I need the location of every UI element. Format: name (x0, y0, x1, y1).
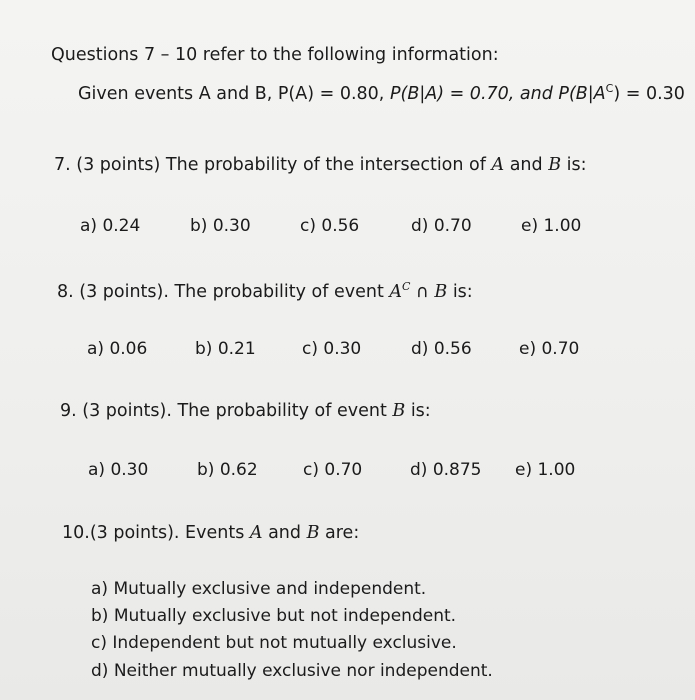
q8-option-e: e) 0.70 (519, 339, 580, 359)
intro-heading-text: Questions 7 – 10 refer to the following information: (51, 45, 499, 65)
question-8-label: 8. (3 points). The probability of event (57, 281, 390, 302)
q10-option-d: d) Neither mutually exclusive nor independent. (91, 661, 493, 681)
q8-option-d: d) 0.56 (411, 339, 472, 359)
intersection-symbol: ∩ (410, 281, 435, 302)
q7-option-d: d) 0.70 (411, 216, 472, 236)
q7-option-e: e) 1.00 (521, 216, 582, 236)
question-7-label: 7. (3 points) The probability of the intersection of (54, 155, 492, 175)
q10-option-a: a) Mutually exclusive and independent. (91, 579, 427, 599)
question-10-and: and (262, 523, 307, 543)
given-prefix: Given events A and B, (78, 83, 278, 104)
q8-option-b: b) 0.21 (195, 339, 256, 359)
q9-option-e: e) 1.00 (515, 460, 576, 480)
question-7-tail: is: (561, 155, 587, 175)
var-b: B (306, 523, 320, 543)
q8-option-a: a) 0.06 (87, 339, 148, 359)
prob-b-given-ac-end: ) = 0.30 (613, 83, 685, 104)
var-b: B (548, 155, 562, 175)
q9-option-b: b) 0.62 (197, 460, 258, 480)
prob-b-given-a: P(B|A) = 0.70, and (389, 83, 559, 104)
given-statement (78, 78, 685, 105)
q9-option-c: c) 0.70 (303, 460, 363, 480)
q7-option-c: c) 0.56 (300, 216, 360, 236)
question-9 (60, 400, 431, 422)
question-9-label: 9. (3 points). The probability of event (60, 401, 393, 421)
question-10-label: 10.(3 points). Events (62, 523, 250, 543)
var-b: B (434, 281, 448, 302)
question-9-tail: is: (405, 401, 431, 421)
var-b: B (392, 401, 406, 421)
q9-option-a: a) 0.30 (88, 460, 149, 480)
question-8 (57, 276, 473, 303)
question-10-tail: are: (319, 523, 360, 543)
question-8-tail: is: (447, 281, 473, 302)
question-10 (62, 522, 359, 544)
q10-option-b: b) Mutually exclusive but not independent. (91, 606, 457, 626)
intro-heading (51, 44, 499, 66)
complement-superscript: C (605, 82, 614, 95)
question-7-and: and (504, 155, 549, 175)
q8-option-c: c) 0.30 (302, 339, 362, 359)
question-7 (54, 154, 587, 176)
var-a: A (249, 523, 263, 543)
var-a: A (389, 281, 403, 302)
q7-option-a: a) 0.24 (80, 216, 141, 236)
prob-b-given-ac-start: P(B|A (558, 83, 606, 104)
var-a: A (491, 155, 505, 175)
q10-option-c: c) Independent but not mutually exclusive. (91, 633, 457, 653)
q7-option-b: b) 0.30 (190, 216, 251, 236)
complement-superscript: C (402, 280, 411, 293)
q9-option-d: d) 0.875 (410, 460, 482, 480)
prob-a: P(A) = 0.80, (277, 83, 390, 104)
